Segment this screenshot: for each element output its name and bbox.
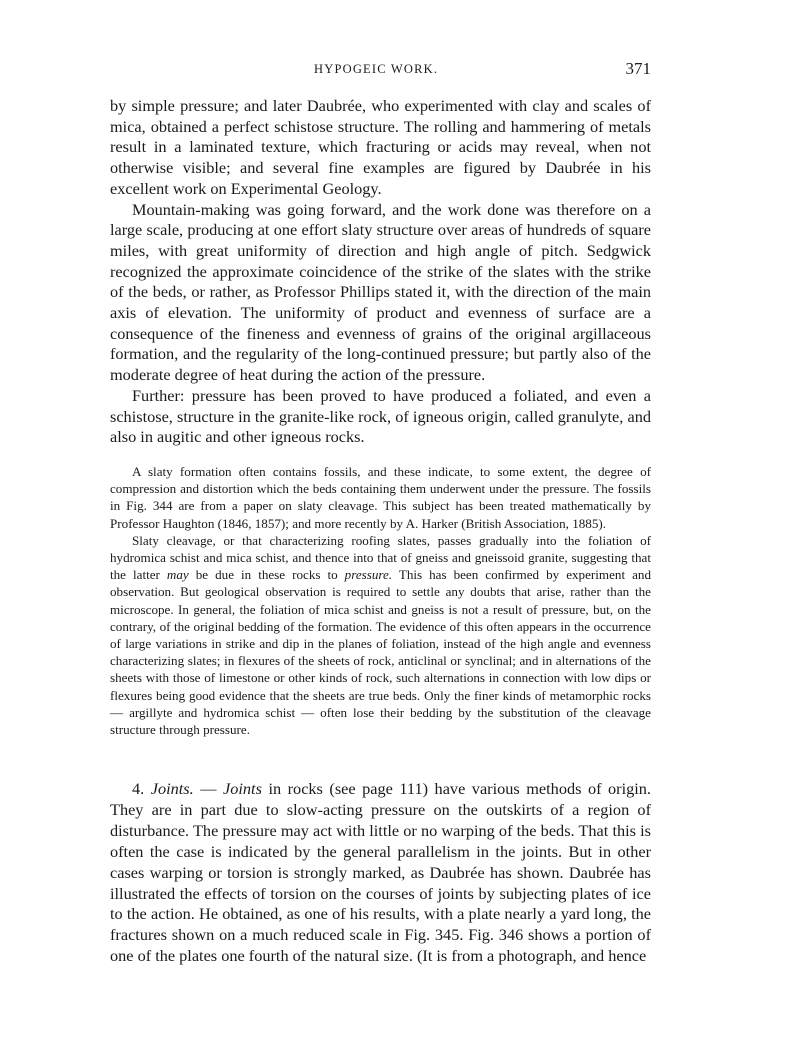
em-dash: — bbox=[193, 779, 224, 798]
small-print-notes bbox=[110, 463, 651, 738]
paragraph-continued: by simple pressure; and later Daubrée, who experimented with clay and scales of mica, obtained a perfect schistose structure. The rolling and hammering of metals result in a laminated texture, which fracturing or acids may reveal, when not otherwise visible; and several fine examples are figured by Daubrée in his excellent work on Experimental Geology. bbox=[110, 96, 651, 198]
section-heading: Joints. bbox=[150, 779, 194, 798]
note-text: Slaty cleavage, or that characterizing roofing slates, passes gradually into the foliation of hydromica schist and mica schist, and thence into that of gneiss and gneissoid granite, suggesting that the latter bbox=[110, 532, 651, 583]
joints-section bbox=[110, 779, 651, 967]
note-text: be due in these rocks to bbox=[188, 567, 345, 583]
running-title: HYPOGEIC WORK. bbox=[314, 62, 439, 76]
paragraph-mountain-making: Mountain-making was going forward, and the work done was therefore on a large scale, producing at one effort slaty structure over areas of hundreds of square miles, with great uniformity of direction and high angle of pitch. Sedgwick recognized the approximate coincidence of the strike of the slates with the strike of the beds, or rather, as Professor Phillips stated it, with the direction of the main axis of elevation. The uniformity of product and evenness of surface are a consequence of the fineness and evenness of grains of the original argillaceous formation, and the regularity of the long-continued pressure; but partly also of the moderate degree of heat during the action of the pressure. bbox=[110, 199, 651, 385]
note-slaty-formation-fossils: A slaty formation often contains fossils, and these indicate, to some extent, the degree of compression and distortion which the beds containing them underwent under the pressure. The fossils in Fig. 344 are from a paper on slaty cleavage. This subject has been treated mathematically by Professor Haughton (1846, 1857); and more recently by A. Harker (British Association, 1885). bbox=[110, 464, 651, 531]
section-number: 4. bbox=[132, 779, 151, 798]
page-number: 371 bbox=[625, 59, 651, 78]
paragraph-further: Further: pressure has been proved to have produced a foliated, and even a schistose, structure in the granite-like rock, of igneous origin, called granulyte, and also in augitic and other igneous rocks. bbox=[110, 385, 651, 447]
note-slaty-cleavage bbox=[110, 532, 651, 738]
joints-paragraph bbox=[110, 779, 651, 967]
joints-body: in rocks (see page 111) have various methods of origin. They are in part due to slow-acting pressure on the outskirts of a region of disturbance. The pressure may act with little or no warping of the beds. That this is often the case is indicated by the general parallelism in the joints. But in other cases warping or torsion is strongly marked, as Daubrée has shown. Daubrée has illustrated the effects of torsion on the courses of joints by subjecting plates of ice to the action. He obtained, as one of his results, with a plate nearly a yard long, the fractures shown on a much reduced scale in Fig. 345. Fig. 346 shows a portion of one of the plates one fourth of the natural size. (It is from a photograph, and hence bbox=[110, 779, 651, 966]
italic-pressure: pressure. bbox=[344, 567, 393, 583]
note-text: This has been confirmed by experiment and observation. But geological observation is required to settle any doubts that arise, rather than the microscope. In general, the foliation of mica schist and gneiss is not a result of pressure, but, on the contrary, of the original bedding of the formation. The evidence of this often appears in the occurrence of large variations in strike and dip in the planes of foliation, instead of the high angle and evenness characterizing slates; in flexures of the sheets of rock, anticlinal or synclinal; and in alternations of the sheets with those of limestone or other kinds of rock, such alternations in connection with low dips or flexures being good evidence that the sheets are true beds. Only the finer kinds of metamorphic rocks — argillyte and hydromica schist — often lose their bedding by the substitution of the cleavage structure through pressure. bbox=[110, 567, 651, 738]
running-header bbox=[110, 59, 651, 82]
main-body-text bbox=[110, 96, 651, 448]
italic-may: may bbox=[166, 567, 189, 583]
italic-term: Joints bbox=[223, 779, 262, 798]
